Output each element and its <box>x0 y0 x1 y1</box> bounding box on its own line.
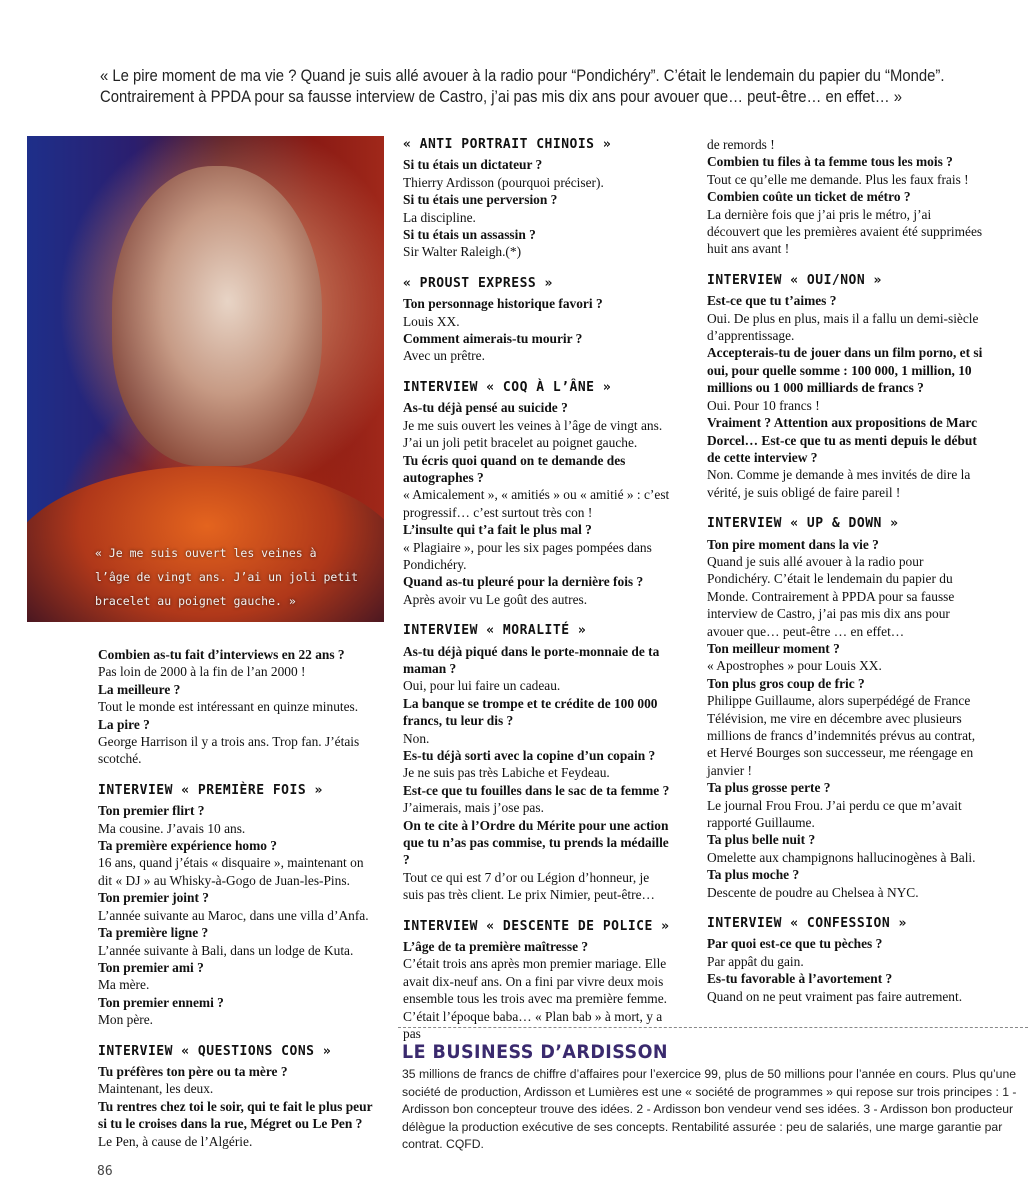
answer: George Harrison il y a trois ans. Trop fan. J’étais scotché. <box>98 734 360 767</box>
question: Ton premier flirt ? <box>98 803 205 819</box>
answer: Louis XX. <box>403 313 460 329</box>
answer: Pas loin de 2000 à la fin de l’an 2000 ! <box>98 664 306 680</box>
answer: Non. Comme je demande à mes invités de dire la vérité, je suis obligé de faire pareil ! <box>707 467 971 500</box>
question: Si tu étais une perversion ? <box>403 192 558 208</box>
answer: Mon père. <box>98 1012 154 1028</box>
question: L’insulte qui t’a fait le plus mal ? <box>403 522 592 538</box>
question: As-tu déjà pensé au suicide ? <box>403 400 568 416</box>
answer: Le Pen, à cause de l’Algérie. <box>98 1133 253 1149</box>
question: Ta première expérience homo ? <box>98 838 278 854</box>
answer: Tout ce qu’elle me demande. Plus les faux frais ! <box>707 171 969 187</box>
answer: Avec un prêtre. <box>403 348 485 364</box>
answer: Oui. De plus en plus, mais il a fallu un demi-siècle d’apprentissage. <box>707 310 979 344</box>
question: L’âge de ta première maîtresse ? <box>403 939 589 955</box>
question: Ton premier joint ? <box>98 890 209 906</box>
article-column-2 <box>403 136 671 1043</box>
question: Es-tu déjà sorti avec la copine d’un copain ? <box>403 748 656 763</box>
photo-caption-line: l’âge de vingt ans. J’ai un joli petit <box>95 570 359 584</box>
answer: Quand on ne peut vraiment pas faire autrement. <box>707 988 963 1004</box>
answer: « Apostrophes » pour Louis XX. <box>707 658 882 674</box>
question: Ton meilleur moment ? <box>707 640 840 656</box>
question: Tu écris quoi quand on te demande des autographes ? <box>403 452 626 485</box>
question: Ton pire moment dans la vie ? <box>707 536 879 552</box>
question: Est-ce que tu t’aimes ? <box>707 293 837 309</box>
answer: C’était trois ans après mon premier mariage. Elle avait dix-neuf ans. On a fini par vivre deux mois ensemble tous les trois avec ma première femme. C’était l’époque baba… « Plan bab » à mort, y a pas <box>403 956 667 1042</box>
answer: Je ne suis pas très Labiche et Feydeau. <box>403 765 610 781</box>
question: Est-ce que tu fouilles dans le sac de ta femme ? <box>403 782 670 798</box>
section-heading: INTERVIEW « OUI/NON » <box>707 272 882 288</box>
answer: Tout ce qui est 7 d’or ou Légion d’honneur, je suis pas très client. Le prix Nimier, peut-être… <box>403 869 655 903</box>
question: Tu rentres chez toi le soir, qui te fait le plus peur si tu le croises dans la rue, Mégret ou Le Pen ? <box>98 1098 373 1132</box>
question: On te cite à l’Ordre du Mérite pour une action que tu n’as pas commise, tu prends la médaille ? <box>403 817 669 868</box>
question: Comment aimerais-tu mourir ? <box>403 331 583 347</box>
question: Ton personnage historique favori ? <box>403 296 603 312</box>
question: Ta plus grosse perte ? <box>707 780 831 796</box>
section-heading: INTERVIEW « UP & DOWN » <box>707 516 899 532</box>
question: Par quoi est-ce que tu pèches ? <box>707 936 883 952</box>
question: Si tu étais un assassin ? <box>403 227 536 243</box>
answer: Quand je suis allé avouer à la radio pour Pondichéry. C’était le lendemain du papier du Monde. Contrairement à PPDA pour sa fausse interview de Castro, j’ai pas mis dix ans pour avouer que… peut-être … en effet… <box>707 553 955 639</box>
question: Ton plus gros coup de fric ? <box>707 675 865 691</box>
question: Ton premier ami ? <box>98 959 204 975</box>
section-heading: INTERVIEW « QUESTIONS CONS » <box>98 1043 332 1059</box>
section-heading: INTERVIEW « MORALITÉ » <box>403 623 587 639</box>
answer: Descente de poudre au Chelsea à NYC. <box>707 884 919 900</box>
answer: Ma cousine. J’avais 10 ans. <box>98 820 246 836</box>
answer: 16 ans, quand j’étais « disquaire », maintenant on dit « DJ » au Whisky-à-Gogo de Juan-les-Pins. <box>98 855 364 888</box>
answer: Le journal Frou Frou. J’ai perdu ce que m’avait rapporté Guillaume. <box>707 797 962 831</box>
answer: Maintenant, les deux. <box>98 1081 214 1097</box>
portrait-photo <box>27 136 384 622</box>
answer: L’année suivante au Maroc, dans une villa d’Anfa. <box>98 907 369 923</box>
portrait-face <box>112 166 322 466</box>
question: Vraiment ? Attention aux propositions de Marc Dorcel… Est-ce que tu as menti depuis le début de cette interview ? <box>707 415 978 465</box>
answer: « Plagiaire », pour les six pages pompées dans Pondichéry. <box>403 539 652 572</box>
photo-caption-line: « Je me suis ouvert les veines à <box>95 546 317 560</box>
question: Quand as-tu pleuré pour la dernière fois ? <box>403 574 644 590</box>
answer: Oui, pour lui faire un cadeau. <box>403 678 561 694</box>
answer: Tout le monde est intéressant en quinze minutes. <box>98 699 359 715</box>
section-heading: INTERVIEW « COQ À L’ÂNE » <box>403 379 612 395</box>
question: Es-tu favorable à l’avortement ? <box>707 971 893 987</box>
answer: Après avoir vu Le goût des autres. <box>403 591 588 607</box>
photo-caption <box>95 541 375 613</box>
question: La banque se trompe et te crédite de 100 000 francs, tu leur dis ? <box>403 695 658 729</box>
pull-quote: « Le pire moment de ma vie ? Quand je suis allé avouer à la radio pour “Pondichéry”. C’était le lendemain du papier du “Monde”. Contrairement à PPDA pour sa fausse interview de Castro, j’ai pas mis dix ans pour avouer que… peut-être… en effet… » <box>100 67 945 106</box>
question: La meilleure ? <box>98 681 181 697</box>
question: Ta plus moche ? <box>707 867 800 883</box>
answer: Je me suis ouvert les veines à l’âge de vingt ans. J’ai un joli petit bracelet au poignet gauche. <box>403 417 663 451</box>
article-column-3 <box>707 136 987 1005</box>
section-heading: « PROUST EXPRESS » <box>403 275 553 291</box>
answer: Thierry Ardisson (pourquoi préciser). <box>403 174 604 190</box>
section-heading: INTERVIEW « PREMIÈRE FOIS » <box>98 782 323 798</box>
question: Accepterais-tu de jouer dans un film porno, et si oui, pour quelle somme : 100 000, 1 million, 10 millions ou 1 000 milliards de francs ? <box>707 345 983 396</box>
question: As-tu déjà piqué dans le porte-monnaie de ta maman ? <box>403 643 660 676</box>
section-heading: INTERVIEW « DESCENTE DE POLICE » <box>403 918 670 934</box>
answer: Omelette aux champignons hallucinogènes à Bali. <box>707 849 976 865</box>
answer: « Amicalement », « amitiés » ou « amitié » : c’est progressif… c’est surtout très con ! <box>403 487 670 520</box>
question: Combien as-tu fait d’interviews en 22 ans ? <box>98 647 345 662</box>
article-column-1 <box>98 646 373 1150</box>
answer: J’aimerais, mais j’ose pas. <box>403 800 544 816</box>
answer: Non. <box>403 730 430 746</box>
question: Ta plus belle nuit ? <box>707 832 816 848</box>
question: Si tu étais un dictateur ? <box>403 157 543 173</box>
answer: Par appât du gain. <box>707 953 804 969</box>
answer: La dernière fois que j’ai pris le métro, j’ai découvert que les premières avaient été supprimées huit ans avant ! <box>707 206 983 257</box>
answer: Philippe Guillaume, alors superpédégé de France Télévision, me vire en décembre avec plusieurs millions de francs d’indemnités prévus au contrat, et Hervé Bourges son successeur, me réengage en janvier ! <box>707 693 976 778</box>
business-section-text: 35 millions de francs de chiffre d’affaires pour l’exercice 99, plus de 50 millions pour l’année en cours. Plus qu’une société de production, Ardisson et Lumières est une « société de programmes » qui repose sur trois principes : 1 - Ardisson bon concepteur trouve des idées. 2 - Ardisson bon vendeur vend ses idées. 3 - Ardisson bon producteur délègue la production exécutive de ses concepts. Rentabilité assurée : peu de salariés, une marge garantie par contrat. CQFD. <box>402 1067 1017 1151</box>
answer: Oui. Pour 10 francs ! <box>707 397 820 413</box>
answer: La discipline. <box>403 209 476 225</box>
answer: Ma mère. <box>98 977 150 993</box>
answer: L’année suivante à Bali, dans un lodge de Kuta. <box>98 942 354 958</box>
question: Tu préfères ton père ou ta mère ? <box>98 1063 288 1079</box>
page-number: 86 <box>97 1164 113 1179</box>
business-section-title: LE BUSINESS D’ARDISSON <box>402 1041 668 1063</box>
question: La pire ? <box>98 716 150 732</box>
section-heading: INTERVIEW « CONFESSION » <box>707 916 907 932</box>
section-heading: « ANTI PORTRAIT CHINOIS » <box>403 137 612 152</box>
question: Ton premier ennemi ? <box>98 994 224 1010</box>
answer: de remords ! <box>707 137 775 152</box>
answer: Sir Walter Raleigh.(*) <box>403 244 522 260</box>
section-divider <box>398 1027 1028 1028</box>
question: Combien coûte un ticket de métro ? <box>707 189 911 205</box>
question: Combien tu files à ta femme tous les mois ? <box>707 154 953 170</box>
question: Ta première ligne ? <box>98 925 209 941</box>
photo-caption-line: bracelet au poignet gauche. » <box>95 594 296 608</box>
